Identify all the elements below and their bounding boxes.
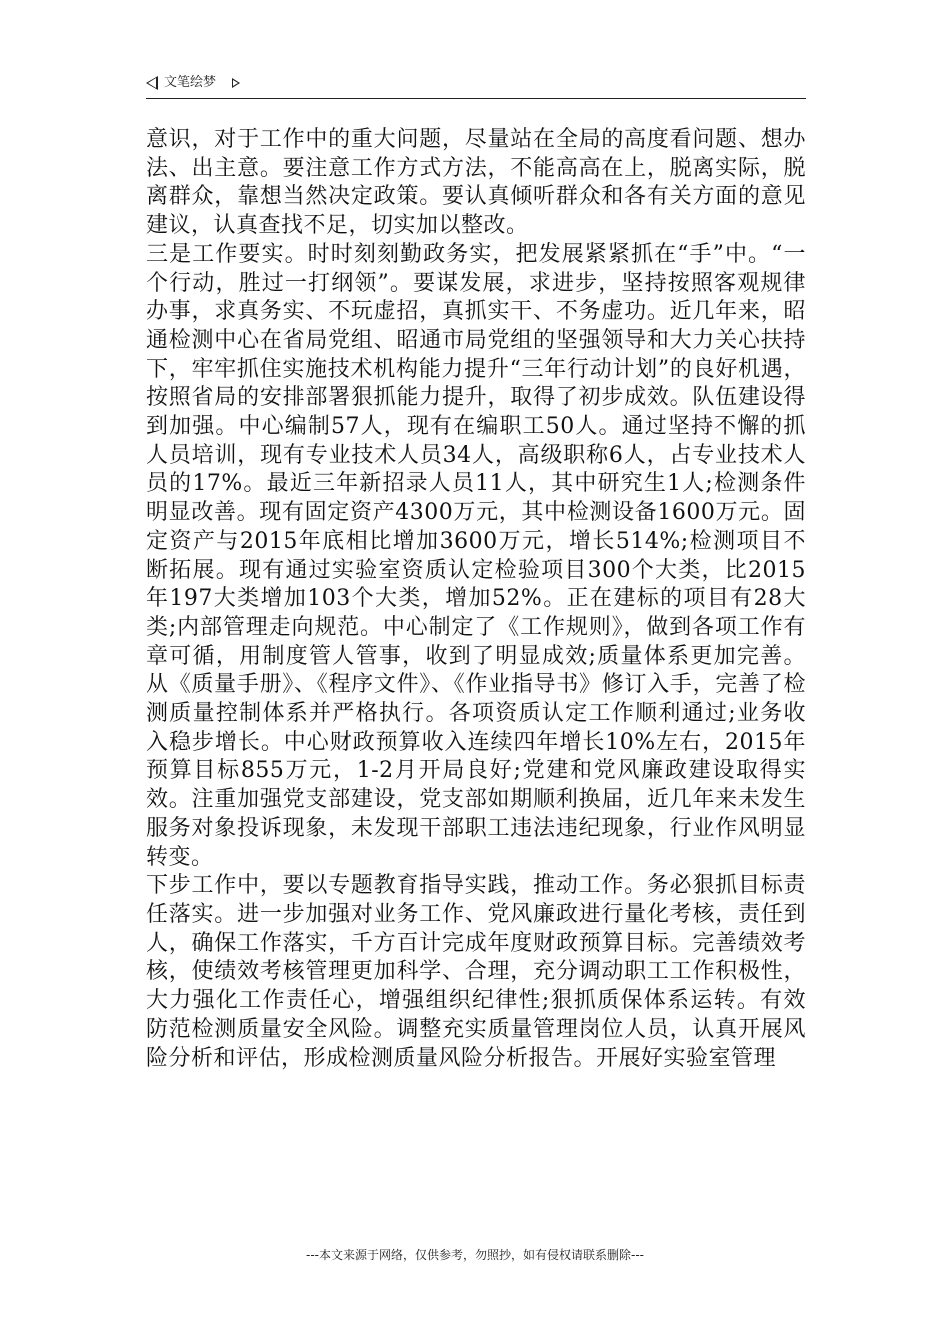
page-header [146,74,806,99]
triangle-right-icon [232,78,240,88]
page-footer: ---本文来源于网络，仅供参考，勿照抄，如有侵权请联系删除--- [306,1248,644,1262]
paragraph-next-steps: 下步工作中，要以专题教育指导实践，推动工作。务必狠抓目标责任落实。进一步加强对业务工作、党风廉政进行量化考核，责任到人，确保工作落实，千方百计完成年度财政预算目标。完善绩效考核，使绩效考核管理更加科学、合理，充分调动职工工作积极性，大力强化工作责任心，增强组织纪律性;狠抓质保体系运转。有效防范检测质量安全风险。调整充实质量管理岗位人员，认真开展风险分析和评估，形成检测质量风险分析报告。开展好实验室管理 [146,873,806,1071]
header-title: 文笔绘梦 [164,75,217,90]
document-body [146,126,806,1073]
paragraph-awareness: 意识，对于工作中的重大问题，尽量站在全局的高度看问题、想办法、出主意。要注意工作方式方法，不能高高在上，脱离实际，脱离群众，靠想当然决定政策。要认真倾听群众和各有关方面的意见建议，认真查找不足，切实加以整改。 [146,127,806,239]
triangle-left-icon [146,76,158,90]
paragraph-work-solid: 三是工作要实。时时刻刻勤政务实，把发展紧紧抓在“手”中。“一个行动，胜过一打纲领”。要谋发展，求进步，坚持按照客观规律办事，求真务实、不玩虚招，真抓实干、不务虚功。近几年来，昭通检测中心在省局党组、昭通市局党组的坚强领导和大力关心扶持下，牢牢抓住实施技术机构能力提升“三年行动计划”的良好机遇，按照省局的安排部署狠抓能力提升，取得了初步成效。队伍建设得到加强。中心编制57人，现有在编职工50人。通过坚持不懈的抓人员培训，现有专业技术人员34人，高级职称6人，占专业技术人员的17%。最近三年新招录人员11人，其中研究生1人;检测条件明显改善。现有固定资产4300万元，其中检测设备1600万元。固定资产与2015年底相比增加3600万元，增长514%;检测项目不断拓展。现有通过实验室资质认定检验项目300个大类，比2015年197大类增加103个大类，增加52%。正在建标的项目有28大类;内部管理走向规范。中心制定了《工作规则》，做到各项工作有章可循，用制度管人管事，收到了明显成效;质量体系更加完善。从《质量手册》、《程序文件》、《作业指导书》修订入手，完善了检测质量控制体系并严格执行。各项资质认定工作顺利通过;业务收入稳步增长。中心财政预算收入连续四年增长10%左右，2015年预算目标855万元，1-2月开局良好;党建和党风廉政建设取得实效。注重加强党支部建设，党支部如期顺利换届，近几年来未发生服务对象投诉现象，未发现干部职工违法违纪现象，行业作风明显转变。 [146,241,806,870]
